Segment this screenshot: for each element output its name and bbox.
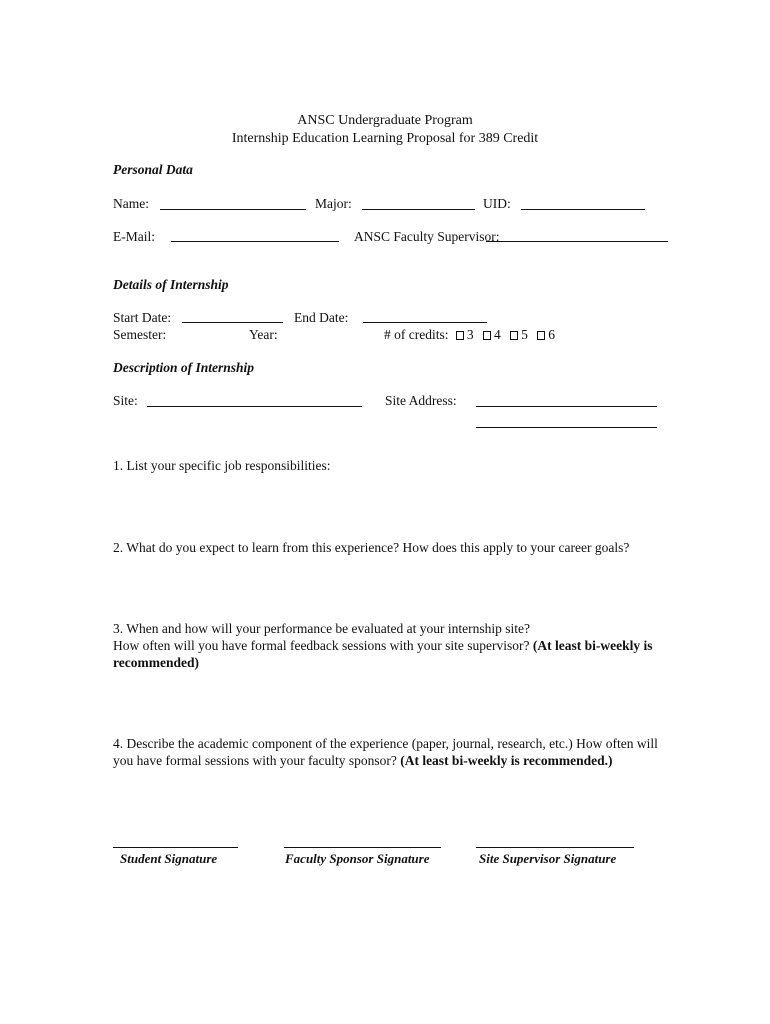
checkbox-icon[interactable] <box>483 331 491 340</box>
student-signature-label: Student Signature <box>120 851 218 866</box>
details-heading: Details of Internship <box>113 277 229 292</box>
faculty-supervisor-field[interactable] <box>486 241 668 242</box>
checkbox-icon[interactable] <box>537 331 545 340</box>
site-address-field-1[interactable] <box>476 406 657 407</box>
semester-label: Semester: <box>113 327 167 342</box>
credit-option-3[interactable]: 3 <box>456 327 474 343</box>
question-4-recommendation: (At least bi-weekly is recommended.) <box>400 753 613 768</box>
checkbox-icon[interactable] <box>456 331 464 340</box>
site-signature-line[interactable] <box>476 847 634 848</box>
major-label: Major: <box>315 196 352 211</box>
question-3-line-1: 3. When and how will your performance be evaluated at your internship site? <box>113 621 530 636</box>
email-field[interactable] <box>171 241 339 242</box>
major-field[interactable] <box>362 209 475 210</box>
faculty-signature-label: Faculty Sponsor Signature <box>285 851 430 866</box>
uid-field[interactable] <box>521 209 645 210</box>
question-1: 1. List your specific job responsibilities: <box>113 458 331 473</box>
faculty-signature-line[interactable] <box>284 847 441 848</box>
email-label: E-Mail: <box>113 229 155 244</box>
question-3-recommendation: (At least bi-weekly is recommended) <box>113 638 653 670</box>
question-2: 2. What do you expect to learn from this experience? How does this apply to your career goals? <box>113 540 630 555</box>
student-signature-line[interactable] <box>113 847 238 848</box>
end-date-field[interactable] <box>363 322 487 323</box>
name-field[interactable] <box>160 209 306 210</box>
question-4: 4. Describe the academic component of the experience (paper, journal, research, etc.) How often will you have formal sessions with your faculty sponsor? (At least bi-weekly is recommended.) <box>113 736 658 768</box>
end-date-label: End Date: <box>294 310 349 325</box>
site-address-field-2[interactable] <box>476 427 657 428</box>
site-signature-label: Site Supervisor Signature <box>479 851 617 866</box>
credits-row <box>384 327 561 343</box>
site-label: Site: <box>113 393 138 408</box>
credits-label: # of credits: <box>384 327 449 342</box>
site-address-label: Site Address: <box>385 393 457 408</box>
personal-data-heading: Personal Data <box>113 162 193 177</box>
form-title: ANSC Undergraduate Program <box>297 113 473 128</box>
site-field[interactable] <box>147 406 362 407</box>
start-date-field[interactable] <box>182 322 283 323</box>
name-label: Name: <box>113 196 149 211</box>
form-subtitle: Internship Education Learning Proposal for 389 Credit <box>231 131 539 146</box>
start-date-label: Start Date: <box>113 310 172 325</box>
uid-label: UID: <box>483 196 511 211</box>
credit-option-5[interactable]: 5 <box>510 327 528 343</box>
checkbox-icon[interactable] <box>510 331 518 340</box>
credit-option-6[interactable]: 6 <box>537 327 555 343</box>
description-heading: Description of Internship <box>113 360 255 375</box>
year-label: Year: <box>249 327 278 342</box>
question-3-line-2: How often will you have formal feedback sessions with your site supervisor? (At least bi-weekly is recommended) <box>113 638 653 670</box>
faculty-supervisor-label: ANSC Faculty Supervisor: <box>354 229 500 244</box>
credit-option-4[interactable]: 4 <box>483 327 501 343</box>
